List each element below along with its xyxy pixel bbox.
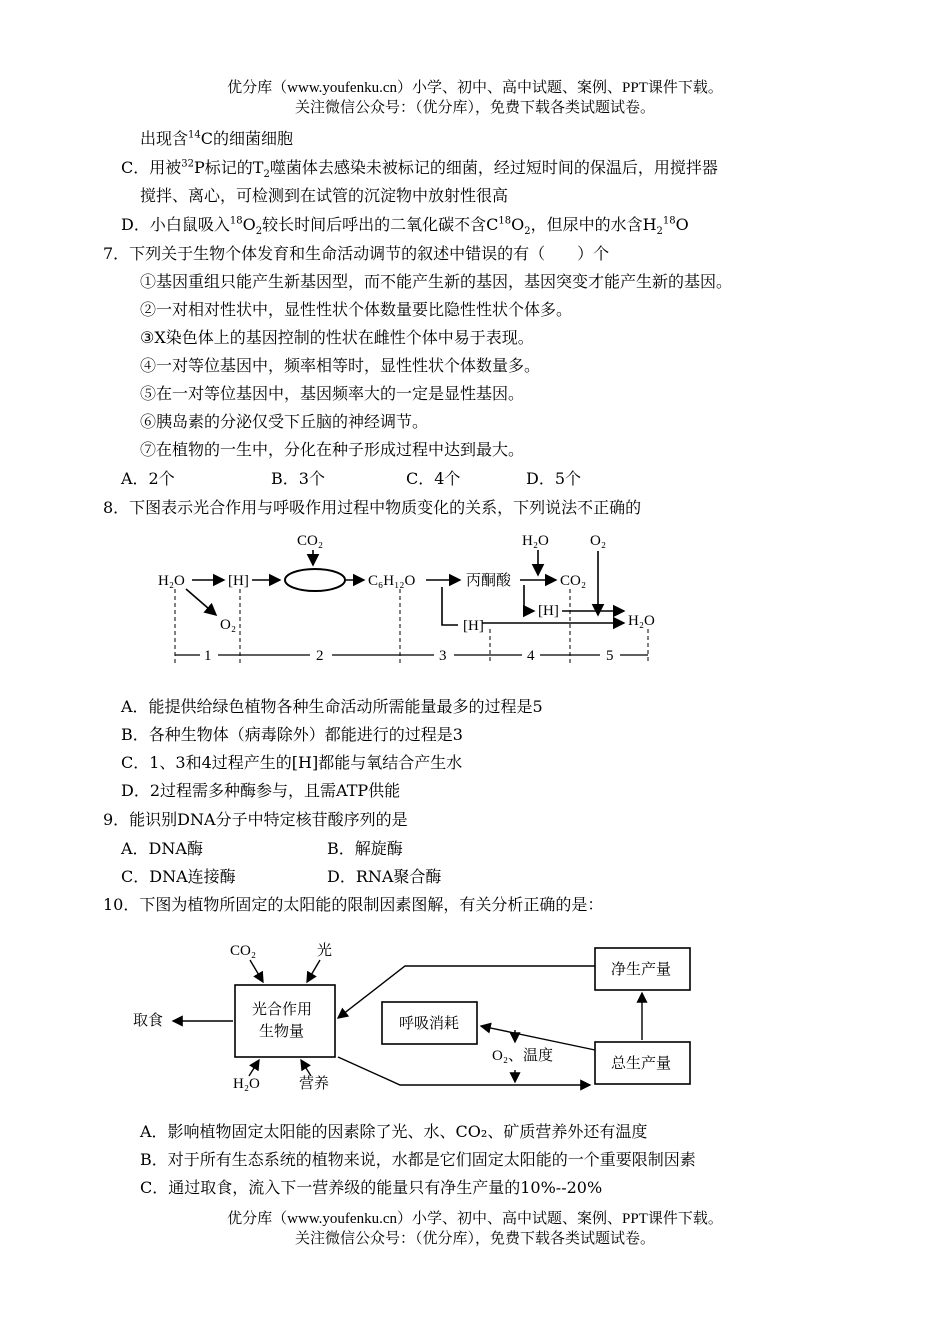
q7-option-b: B．3个 [271,469,325,488]
take-label: 取食 [133,1013,164,1029]
stage-1-label: 1 [204,648,212,664]
stage-2-label: 2 [316,648,324,664]
diagram-co2-right: CO₂ [560,573,587,589]
q7-item: ⑦在植物的一生中，分化在种子形成过程中达到最大。 [140,440,525,459]
stage-3-label: 3 [439,648,447,664]
q8-metabolism-diagram [150,525,670,670]
q10-option-b: B．对于所有生态系统的植物来说，水都是它们固定太阳能的一个重要限制因素 [140,1150,696,1169]
q10-option-a: A．影响植物固定太阳能的因素除了光、水、CO₂、矿质营养外还有温度 [140,1122,648,1141]
q10-option-c: C．通过取食，流入下一营养级的能量只有净生产量的10%--20% [140,1178,603,1197]
diagram-c6h12o: C₆H₁₂O [368,573,416,589]
header-line-1: 优分库（www.youfenku.cn）小学、初中、高中试题、案例、PPT课件下载。 [227,80,723,96]
q7-option-c: C．4个 [406,469,461,488]
q9-option-b: B．解旋酶 [327,839,403,858]
diagram-o2-left: O₂ [220,617,237,633]
footer-line-1: 优分库（www.youfenku.cn）小学、初中、高中试题、案例、PPT课件下载。 [227,1211,723,1227]
nutrient-label: 营养 [299,1076,330,1092]
diagram-pyruvate: 丙酮酸 [466,573,512,589]
respiration-label: 呼吸消耗 [399,1016,460,1032]
q9-option-a: A．DNA酶 [121,839,203,858]
q7-item: ③X染色体上的基因控制的性状在雌性个体中易于表现。 [140,328,534,347]
diagram-h-left: [H] [228,573,249,589]
o2-temperature-label: O₂、温度 [492,1048,554,1064]
diagram-h2o-left: H₂O [158,573,185,589]
diagram-h2o-top: H₂O [522,533,549,549]
q6-option-c-line2: 搅拌、离心，可检测到在试管的沉淀物中放射性很高 [140,186,509,205]
box-line-1: 光合作用 [252,1002,313,1018]
header-line-2: 关注微信公众号：（优分库），免费下载各类试题试卷。 [294,100,655,116]
diagram-h-mid: [H] [538,603,559,619]
q7-item: ⑥胰岛素的分泌仅受下丘脑的神经调节。 [140,412,429,431]
q7-stem: 7．下列关于生物个体发育和生命活动调节的叙述中错误的有（ ）个 [103,244,610,263]
q9-option-d: D．RNA聚合酶 [327,867,442,886]
stage-4-label: 4 [527,648,535,664]
gross-production-label: 总生产量 [611,1056,672,1072]
q8-option-a: A．能提供给绿色植物各种生命活动所需能量最多的过程是5 [121,697,543,716]
box-line-2: 生物量 [259,1024,305,1040]
q7-option-a: A．2个 [121,469,175,488]
diagram-h2o-right: H₂O [628,613,655,629]
q6-b-continuation: 出现含$^{14}$C的细菌细胞 [140,129,293,148]
q7-item: ⑤在一对等位基因中，基因频率大的一定是显性基因。 [140,384,525,403]
q8-option-c: C．1、3和4过程产生的[H]都能与氧结合产生水 [121,753,463,772]
q8-stem: 8．下图表示光合作用与呼吸作用过程中物质变化的关系，下列说法不正确的 [103,498,642,517]
co2-label: CO₂ [230,943,257,959]
q8-option-d: D．2过程需多种酶参与，且需ATP供能 [121,781,401,800]
q9-option-c: C．DNA连接酶 [121,867,236,886]
stage-5-label: 5 [606,648,614,664]
footer-line-2: 关注微信公众号：（优分库），免费下载各类试题试卷。 [294,1231,655,1247]
diagram-co2-top: CO₂ [297,533,324,549]
q10-stem: 10．下图为植物所固定的太阳能的限制因素图解，有关分析正确的是： [103,895,604,914]
light-label: 光 [317,943,333,959]
q9-stem: 9．能识别DNA分子中特定核苷酸序列的是 [103,810,408,829]
q7-item: ①基因重组只能产生新基因型，而不能产生新的基因，基因突变才能产生新的基因。 [140,272,733,291]
q6-option-d: D．小白鼠吸入$^{18}O_2$较长时间后呼出的二氧化碳不含$C^{18}O_2$，但尿中的水含$H_2^{18}O$ [121,215,689,238]
photosynthesis-box [235,985,335,1057]
net-production-label: 净生产量 [611,962,672,978]
h2o-label: H₂O [233,1076,260,1092]
q7-item: ②一对相对性状中，显性性状个体数量要比隐性性状个体多。 [140,300,573,319]
q10-energy-diagram [125,930,705,1100]
q7-item: ④一对等位基因中，频率相等时，显性性状个体数量多。 [140,356,541,375]
q6-option-c: C．用被$^{32}$P标记的$T_2$噬菌体去感染未被标记的细菌，经过短时间的保温后，用搅拌器 [121,158,718,181]
q7-option-d: D．5个 [526,469,582,488]
q8-option-b: B．各种生物体（病毒除外）都能进行的过程是3 [121,725,463,744]
diagram-o2-top: O₂ [590,533,607,549]
diagram-h-low: [H] [463,618,484,634]
